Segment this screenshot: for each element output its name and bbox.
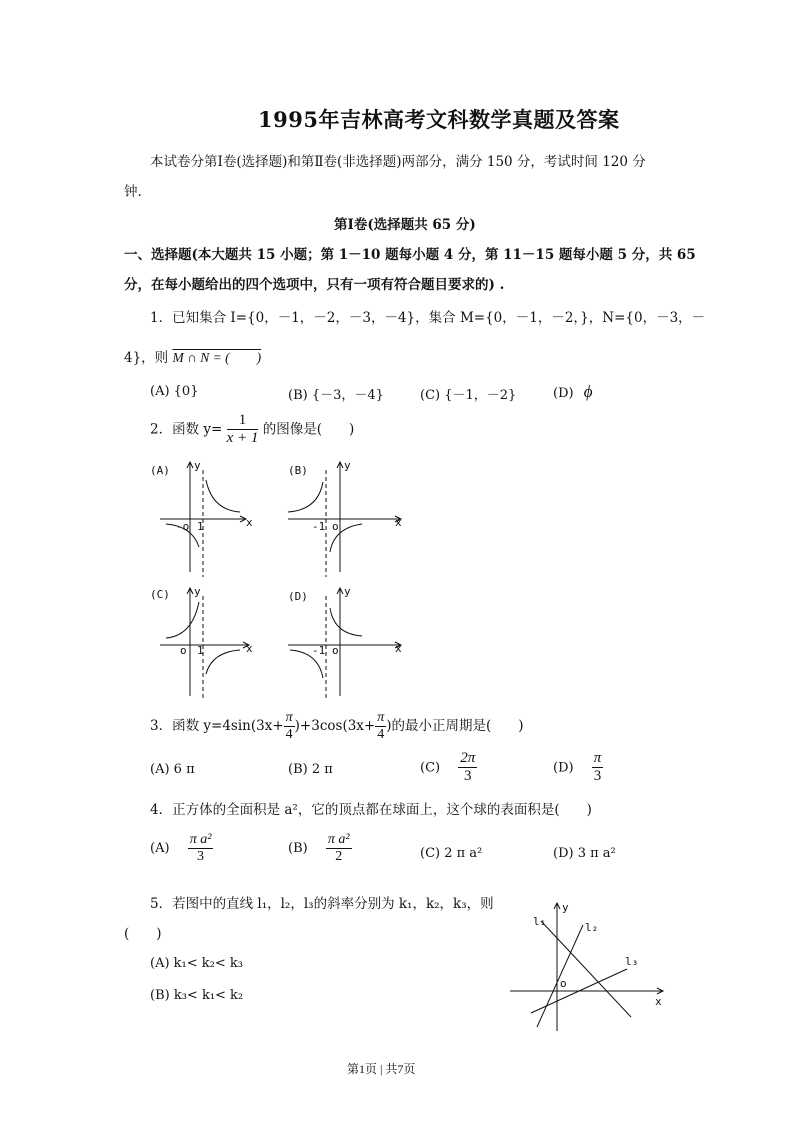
q5-label-x: x [655,995,662,1008]
q5-label-y: y [562,901,569,914]
graph-b-tick: -1 [312,520,326,533]
q1-option-b: (B) {－3，－4} [288,388,384,403]
graph-b-origin: o [332,520,339,533]
q5-line-1: 5．若图中的直线 l₁，l₂，l₃的斜率分别为 k₁，k₂，k₃，则 [150,896,494,912]
q4-option-b [288,832,352,865]
q4-stem: 4．正方体的全面积是 a²，它的顶点都在球面上，这个球的表面积是( ) [150,802,592,818]
q1-option-d-label: (D) [553,386,574,401]
q1-expression: M ∩ N = ( ) [172,350,262,365]
graph-c-y-label: y [194,585,201,598]
q1-line-1: 1．已知集合 I={0，－1，－2，－3，－4}，集合 M={0，－1，－2，}，N={0，－3，－ [150,310,706,326]
q1-option-a: (A) {0} [150,384,199,399]
graph-b-y-label: y [344,459,351,472]
q3-frac-1-den: 4 [285,727,293,743]
q3-option-d [553,750,603,786]
q3-option-d-label: (D) [553,760,574,776]
q3-option-a: (A) 6 π [150,762,195,777]
graph-c [160,588,249,700]
graph-d-tick: -1 [312,644,326,657]
q3-option-d-num: π [592,750,604,768]
graph-d-origin: o [332,644,339,657]
q4-option-b-label: (B) [288,841,308,857]
graph-d-x-label: x [395,642,402,655]
section-instructions-line-2: 分，在每小题给出的四个选项中，只有一项有符合题目要求的) . [124,277,505,293]
q5-option-a: (A) k₁< k₂< k₃ [150,956,243,971]
q2-suffix: 的图像是( ) [262,421,355,438]
q1-option-d [553,382,593,402]
q1-line-2-prefix: 4}，则 [124,350,169,366]
q2-frac-den: x + 1 [226,430,259,447]
q4-option-b-frac [326,832,352,865]
q5-label-l1: l₁ [533,915,547,928]
intro-line-2: 钟. [124,184,142,200]
q3-option-c-num: 2π [458,750,477,768]
q2-graphs [140,452,430,702]
q3-frac-2 [375,710,386,743]
q2-stem [150,412,354,448]
graph-d-label: (D) [288,590,308,603]
q4-option-a-den: 3 [197,849,205,865]
q3-option-b: (B) 2 π [288,762,333,777]
q4-option-b-den: 2 [335,849,343,865]
q4-option-c: (C) 2 π a² [420,846,483,861]
q4-option-d: (D) 3 π a² [553,846,616,861]
section-instructions-line-1: 一、选择题(本大题共 15 小题；第 1－10 题每小题 4 分，第 11－15 题每小题 5 分，共 65 [124,247,696,263]
q2-frac-num: 1 [227,412,259,430]
q3-option-c-frac [458,750,477,786]
q3-frac-1-num: π [284,710,295,727]
q5-option-b: (B) k₃< k₁< k₂ [150,988,244,1003]
page-title: 1995年吉林高考文科数学真题及答案 [258,107,620,132]
q3-frac-2-den: 4 [377,727,385,743]
q3-frac-1 [284,710,295,743]
q3-option-c [420,750,477,786]
graph-b [288,462,401,577]
graph-a-tick: 1 [197,520,204,533]
q2-prefix: 2．函数 y= [150,421,223,438]
section-heading: 第Ⅰ卷(选择题共 65 分) [334,217,476,233]
q3-option-d-frac [592,750,604,786]
intro-line-1: 本试卷分第Ⅰ卷(选择题)和第Ⅱ卷(非选择题)两部分，满分 150 分，考试时间 120 分 [150,154,646,170]
graph-c-origin: o [180,644,187,657]
q5-figure [505,895,670,1035]
q3-part-3: )的最小正周期是( ) [386,718,524,735]
q4-option-a [150,832,213,865]
q3-option-c-den: 3 [463,768,472,785]
q2-fraction [227,412,259,448]
q4-option-b-num: π a² [326,832,352,849]
q3-option-d-den: 3 [593,768,602,785]
q3-part-2: )+3cos(3x+ [294,718,376,735]
graph-b-x-label: x [395,516,402,529]
q4-option-a-num: π a² [188,832,214,849]
q4-option-a-frac [188,832,214,865]
graph-c-label: (C) [150,588,170,601]
q5-line-2: ( ) [124,926,162,942]
graph-a-label: (A) [150,464,170,477]
q5-label-origin: o [560,977,567,990]
q3-option-c-label: (C) [420,760,441,776]
q3-stem [150,710,524,743]
q5-label-l3: l₃ [625,955,639,968]
graph-b-label: (B) [288,464,308,477]
graph-a-x-label: x [246,516,253,529]
q1-line-2 [124,346,261,366]
q5-label-l2: l₂ [585,921,599,934]
q1-option-d-symbol: ϕ [583,382,593,401]
q3-part-1: 3．函数 y=4sin(3x+ [150,718,284,735]
q1-option-c: (C) {－1，－2} [420,388,517,403]
q3-frac-2-num: π [375,710,386,727]
graph-c-x-label: x [246,642,253,655]
page-footer: 第1页 | 共7页 [347,1062,416,1076]
graph-c-tick: 1 [197,644,204,657]
q4-option-a-label: (A) [150,841,170,857]
graph-a-origin: -o [176,520,190,533]
graph-d [288,588,401,700]
graph-a-y-label: y [194,459,201,472]
graph-d-y-label: y [344,585,351,598]
